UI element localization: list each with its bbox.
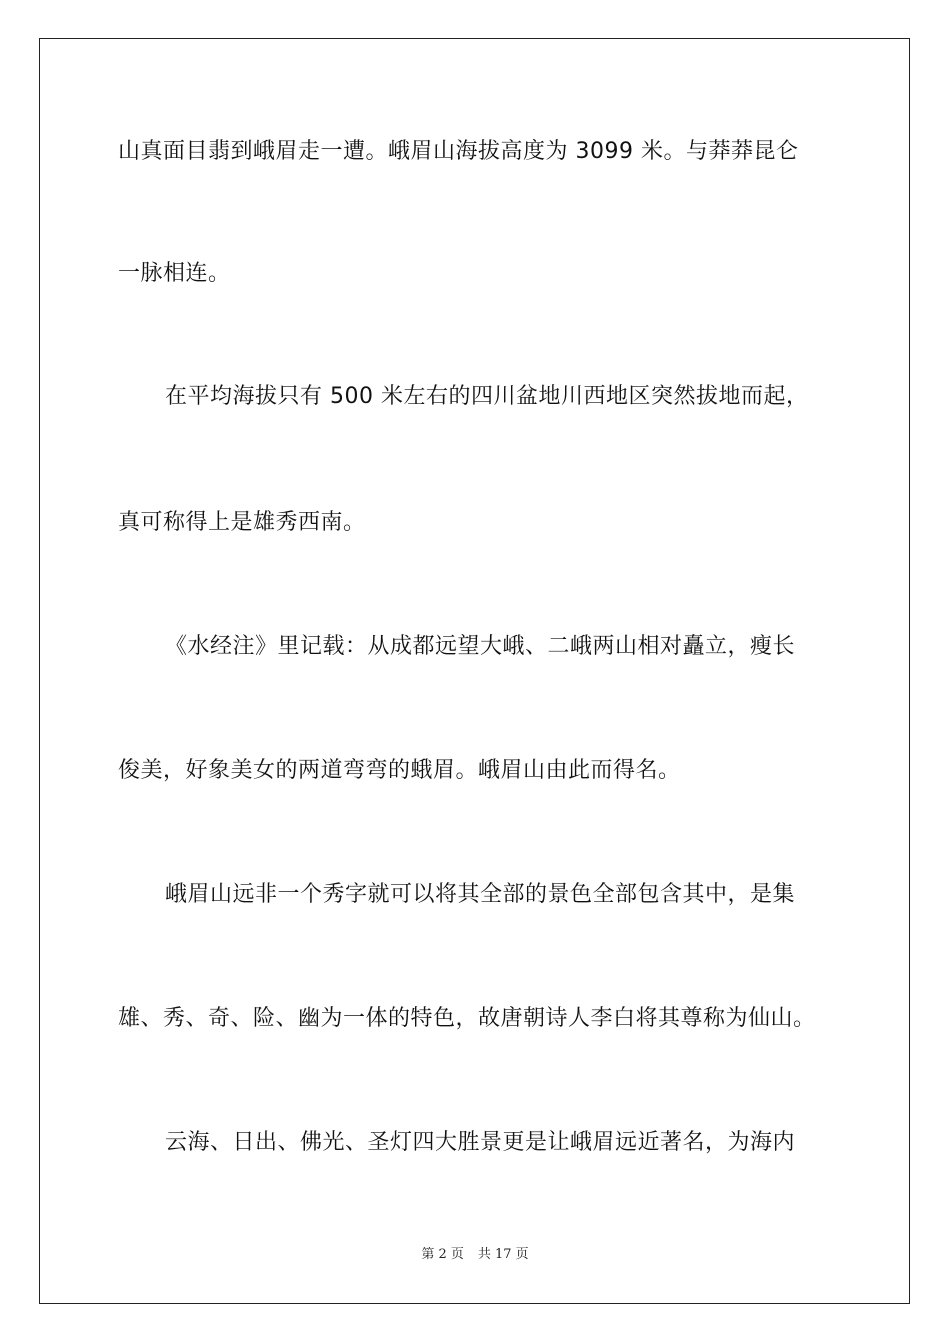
text-line-5: 《水经注》里记载：从成都远望大峨、二峨两山相对矗立，瘦长 <box>165 634 796 659</box>
text-line-9: 云海、日出、佛光、圣灯四大胜景更是让峨眉远近著名，为海内 <box>165 1130 796 1155</box>
text-line-2: 一脉相连。 <box>118 261 231 286</box>
text-line-3: 在平均海拔只有 500 米左右的四川盆地川西地区突然拔地而起， <box>165 384 809 409</box>
page-total: 共 17 页 <box>477 1247 529 1262</box>
text-line-1: 山真面目翡到峨眉走一遭。峨眉山海拔高度为 3099 米。与莽莽昆仑 <box>118 139 799 164</box>
page-border <box>39 38 910 1304</box>
text-line-8: 雄、秀、奇、险、幽为一体的特色，故唐朝诗人李白将其尊称为仙山。 <box>118 1006 816 1031</box>
text-line-7: 峨眉山远非一个秀字就可以将其全部的景色全部包含其中，是集 <box>165 882 796 907</box>
page-footer <box>0 1246 950 1264</box>
text-line-6: 俊美，好象美女的两道弯弯的蛾眉。峨眉山由此而得名。 <box>118 758 681 783</box>
text-line-4: 真可称得上是雄秀西南。 <box>118 510 366 535</box>
page-number: 第 2 页 <box>421 1247 464 1262</box>
